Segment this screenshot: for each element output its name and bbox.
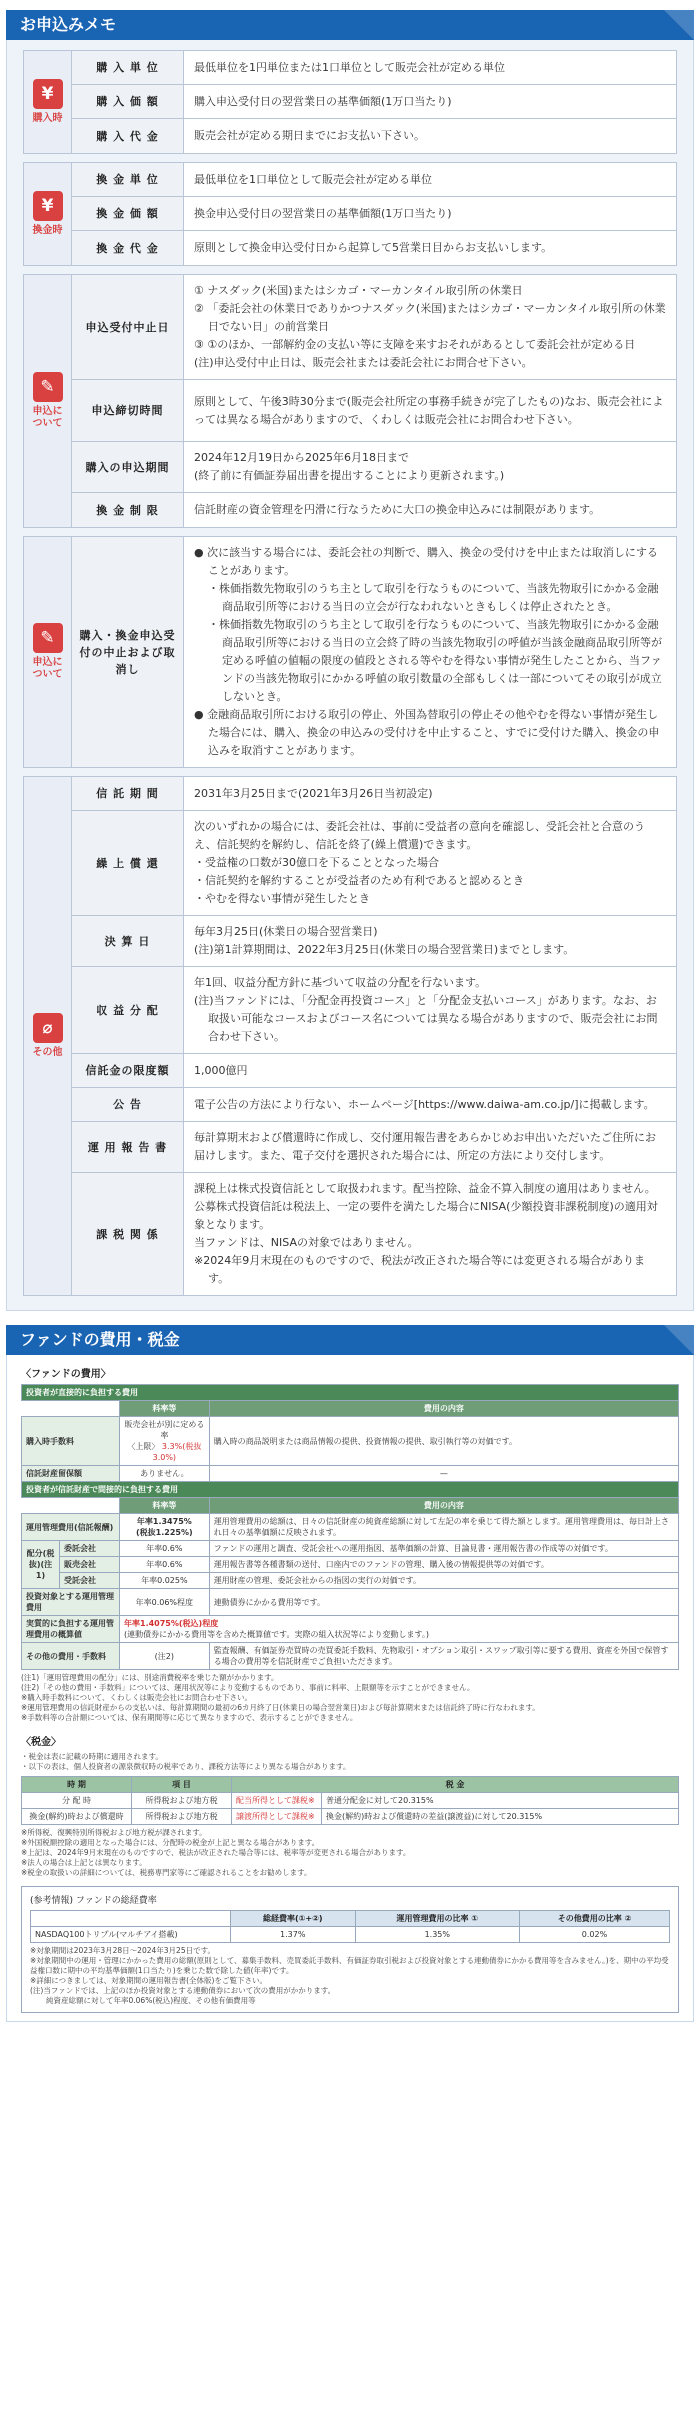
stop-date-line-3: ③ ①のほか、一部解約金の支払い等に支障を来すおそれがあるとして委託会社が定める日 — [194, 338, 636, 351]
tax-note: ※法人の場合は上記とは異なります。 — [21, 1858, 147, 1867]
col-rate-2: 料率等 — [120, 1498, 210, 1514]
real-fee-rate: 年率1.4075%(税込)程度 — [124, 1619, 219, 1628]
period-line-1: 2024年12月19日から2025年6月18日まで — [194, 451, 409, 464]
fund-cost-table — [21, 1384, 679, 1670]
purchase-icon-label: 購入時 — [32, 113, 63, 124]
row-value — [184, 967, 676, 1053]
cost-notes — [21, 1673, 679, 1723]
cost-note: ※購入時手数料について、くわしくは販売会社にお問合わせ下さい。 — [21, 1693, 252, 1702]
ref-total: 1.37% — [231, 1927, 356, 1943]
other-block — [23, 776, 677, 1296]
rate-line: 年率1.3475% — [136, 1517, 192, 1526]
row-label: 換 金 代 金 — [72, 231, 184, 265]
mgmt-fee-label: 運用管理費用(信託報酬) — [22, 1514, 120, 1541]
row-redemption-limit — [72, 493, 676, 527]
cost-note: (注2)「その他の費用・手数料」については、運用状況等により変動するものであり、事前に料率、上限額等を示すことができません。 — [21, 1683, 475, 1692]
row-value: 最低単位を1口単位として販売会社が定める単位 — [194, 172, 432, 186]
row-value: 購入申込受付日の翌営業日の基準価額(1万口当たり) — [194, 94, 452, 108]
row-application-stop-date — [72, 275, 676, 380]
reserve-rate: ありません。 — [120, 1466, 210, 1482]
purchase-icon-cell — [24, 51, 72, 153]
target-fee-label: 投資対象とする運用管理費用 — [22, 1589, 120, 1616]
other-row — [72, 1054, 676, 1088]
alloc-item-label: 受託会社 — [60, 1573, 120, 1589]
value-line: ・やむを得ない事情が発生したとき — [194, 892, 370, 905]
purchase-block — [23, 50, 677, 154]
row-application-period — [72, 442, 676, 493]
real-fee-value — [120, 1616, 679, 1643]
ref-col-other: その他費用の比率 ② — [520, 1911, 670, 1927]
value-line: 1,000億円 — [194, 1063, 248, 1077]
row-label: 換 金 価 額 — [72, 197, 184, 230]
cost-section-title: ファンドの費用・税金 — [6, 1325, 694, 1355]
purchase-rows — [72, 51, 676, 153]
row-label: 換 金 単 位 — [72, 163, 184, 196]
table-row — [22, 1541, 679, 1557]
row-value: 最低単位を1円単位または1口単位として販売会社が定める単位 — [194, 60, 505, 74]
row-suspension — [72, 537, 676, 767]
period-line-2: (終了前に有価証券届出書を提出することにより更新されます。) — [194, 469, 505, 482]
alloc-item-content: ファンドの運用と調査、受託会社への運用指図、基準価額の計算、目論見書・運用報告書の作成等の対価です。 — [209, 1541, 678, 1557]
fund-cost-heading: 〈ファンドの費用〉 — [21, 1369, 111, 1380]
ref-mgmt: 1.35% — [355, 1927, 519, 1943]
row-label: 購 入 価 額 — [72, 85, 184, 118]
other-icon-label: その他 — [32, 1047, 63, 1058]
tax-heading: 〈税金〉 — [21, 1737, 61, 1748]
reserve-content: — — [209, 1466, 678, 1482]
purchase-fee-content: 購入時の商品説明または商品情報の提供、投資情報の提供、取引執行等の対価です。 — [209, 1417, 678, 1466]
value-line: 公募株式投資信託は税法上、一定の要件を満たした場合にNISA(少額投資非課税制度)の適用対象となります。 — [194, 1200, 658, 1231]
yen-cash-icon: ¥ — [33, 191, 63, 221]
row-label: 繰 上 償 還 — [72, 811, 184, 915]
ref-note: ※対象期間は2023年3月28日～2024年3月25日です。 — [30, 1946, 215, 1955]
other-fee-rate: (注2) — [120, 1643, 210, 1670]
cost-note: (注1)「運用管理費用の配分」には、別途消費税率を乗じた額がかかります。 — [21, 1673, 279, 1682]
table-row — [22, 1466, 679, 1482]
tax-item: 所得税および地方税 — [132, 1793, 232, 1809]
alloc-item-content: 運用報告書等各種書類の送付、口座内でのファンドの管理、購入後の情報提供等の対価です。 — [209, 1557, 678, 1573]
row-value: 換金申込受付日の翌営業日の基準価額(1万口当たり) — [194, 206, 452, 220]
table-row — [22, 1793, 679, 1809]
ref-note: (注)当ファンドでは、上記のほか投資対象とする連動債券において次の費用がかかります。 — [30, 1986, 336, 1995]
suspension-rows — [72, 537, 676, 767]
table-row — [22, 1573, 679, 1589]
value-line: 毎計算期末および償還時に作成し、交付運用報告書をあらかじめお申出いただいたご住所にお届けします。また、電子交付を選択された場合には、所定の方法により交付します。 — [194, 1131, 656, 1162]
redemption-icon-cell — [24, 163, 72, 265]
application-icon-label: 申込に ついて — [32, 406, 63, 429]
tax-note: ※上記は、2024年9月末現在のものですので、税法が改正された場合等には、税率等が変更される場合があります。 — [21, 1848, 411, 1857]
value-line: (注)第1計算期間は、2022年3月25日(休業日の場合翌営業日)までとします。 — [194, 943, 575, 956]
mgmt-fee-rate — [120, 1514, 210, 1541]
ref-note: ※対象期間中の運用・管理にかかった費用の総額(原則として、募集手数料、売買委託手数料、有価証券取引税および投資対象とする連動債券にかかる費用等を含みません。)を、期中の平均受益権口数に期中の平均基準価額(1口当たり)を乗じた数で除した値(年率)です。 — [30, 1956, 669, 1975]
row-label: 運 用 報 告 書 — [72, 1122, 184, 1172]
row-value: 販売会社が定める期日までにお支払い下さい。 — [194, 129, 425, 142]
other-rows — [72, 777, 676, 1295]
paperclip-icon: ⌀ — [33, 1013, 63, 1043]
table-row — [22, 1809, 679, 1825]
tax-rate: 普通分配金に対して20.315% — [322, 1793, 679, 1809]
col-rate: 料率等 — [120, 1401, 210, 1417]
other-row — [72, 1173, 676, 1295]
pencil-icon: ✎ — [33, 372, 63, 402]
alloc-label: 配分(税抜)(注1) — [22, 1541, 60, 1589]
ref-col-total: 総経費率(①+②) — [231, 1911, 356, 1927]
tax-bullets — [21, 1752, 679, 1772]
tax-type: 配当所得として課税※ — [232, 1793, 322, 1809]
value-line: 2031年3月25日まで(2021年3月26日当初設定) — [194, 786, 433, 800]
suspension-line-3: ・株価指数先物取引のうち主として取引を行なうものについて、当該先物取引にかかる金融商品取引所等における当日の立会終了時の当該先物取引の呼値が当該金融商品取引所等が定める呼値の値幅の限度の値段とされる等やむを得ない事情が発生したことから、当ファンドの当該先物取引にかかる呼値の取引数量の全部もしくは一部についてその取引が成立しないとき。 — [208, 618, 662, 703]
suspension-block — [23, 536, 677, 768]
redemption-row — [72, 231, 676, 265]
cost-box — [6, 1355, 694, 2022]
yen-pen-icon: ¥ — [33, 79, 63, 109]
alloc-item-rate: 年率0.6% — [120, 1557, 210, 1573]
application-icon-cell — [24, 275, 72, 527]
tax-note: ※所得税、復興特別所得税および地方税が課されます。 — [21, 1828, 207, 1837]
value-line: 電子公告の方法により行ない、ホームページ[https://www.daiwa-am.co.jp/]に掲載します。 — [194, 1097, 655, 1111]
row-label: 収 益 分 配 — [72, 967, 184, 1053]
suspension-icon-label: 申込に ついて — [32, 657, 63, 680]
other-row — [72, 777, 676, 811]
blank-cell — [22, 1401, 120, 1417]
rate-line: 販売会社が別に定める率 — [124, 1420, 205, 1440]
row-label: 購入の申込期間 — [72, 442, 184, 492]
suspension-line-4: ● 金融商品取引所における取引の停止、外国為替取引の停止その他やむを得ない事情が発生した場合には、購入、換金の申込みの受付けを中止すること、すでに受付けた購入、換金の申込みを取消すことがあります。 — [194, 708, 660, 757]
col-content-2: 費用の内容 — [209, 1498, 678, 1514]
purchase-row — [72, 85, 676, 119]
suspension-line-2: ・株価指数先物取引のうち主として取引を行なうものについて、当該先物取引にかかる金融商品取引所等における当日の立会が行なわれないときもしくは停止されたとき。 — [208, 582, 659, 613]
row-label: 申込受付中止日 — [72, 275, 184, 379]
row-value — [184, 777, 676, 810]
rate-line-limit — [124, 1441, 205, 1463]
other-row — [72, 1088, 676, 1122]
indirect-heading: 投資者が信託財産で間接的に負担する費用 — [22, 1482, 679, 1498]
table-row — [22, 1417, 679, 1466]
other-fee-label: その他の費用・手数料 — [22, 1643, 120, 1670]
suspension-icon-cell — [24, 537, 72, 767]
row-label: 公 告 — [72, 1088, 184, 1121]
row-value — [184, 916, 676, 966]
other-row — [72, 916, 676, 967]
cost-note: ※運用管理費用の信託財産からの支払いは、毎計算期間の最初の6カ月終了日(休業日の場合翌営業日)および毎計算期末または信託終了時に行なわれます。 — [21, 1703, 540, 1712]
row-label: 決 算 日 — [72, 916, 184, 966]
table-row — [31, 1927, 670, 1943]
row-value — [184, 1088, 676, 1121]
row-label: 信託金の限度額 — [72, 1054, 184, 1087]
ref-box — [21, 1886, 679, 2013]
direct-heading: 投資者が直接的に負担する費用 — [22, 1385, 679, 1401]
cost-note: ※手数料等の合計額については、保有期間等に応じて異なりますので、表示することができません。 — [21, 1713, 358, 1722]
value-line: ・信託契約を解約することが受益者のため有利であると認めるとき — [194, 874, 524, 887]
stop-date-line-2: ② 「委託会社の休業日でありかつナスダック(米国)またはシカゴ・マーカンタイル取引所の休業日でない日」の前営業日 — [194, 302, 666, 333]
alloc-item-label: 委託会社 — [60, 1541, 120, 1557]
memo-section-title: お申込みメモ — [6, 10, 694, 40]
memo-box — [6, 40, 694, 1311]
tax-col-item: 項 目 — [132, 1777, 232, 1793]
ref-title: (参考情報) ファンドの総経費率 — [30, 1896, 157, 1906]
ref-table — [30, 1910, 670, 1943]
tax-notes — [21, 1828, 679, 1878]
redemption-icon-label: 換金時 — [32, 225, 63, 236]
redemption-rows — [72, 163, 676, 265]
target-fee-content: 連動債券にかかる費用等です。 — [209, 1589, 678, 1616]
other-row — [72, 811, 676, 916]
other-fee-content: 監査報酬、有価証券売買時の売買委託手数料、先物取引・オプション取引・スワップ取引等に要する費用、資産を外国で保管する場合の費用等を信託財産でご負担いただきます。 — [209, 1643, 678, 1670]
alloc-item-rate: 年率0.025% — [120, 1573, 210, 1589]
row-value — [184, 537, 676, 767]
alloc-item-content: 運用財産の管理、委託会社からの指図の実行の対価です。 — [209, 1573, 678, 1589]
col-content: 費用の内容 — [209, 1401, 678, 1417]
tax-item: 所得税および地方税 — [132, 1809, 232, 1825]
row-value — [184, 1054, 676, 1087]
tax-rate: 換金(解約)時および償還時の差益(譲渡益)に対して20.315% — [322, 1809, 679, 1825]
rate-line: (税抜1.225%) — [136, 1528, 193, 1537]
row-value — [184, 1173, 676, 1295]
row-label: 申込締切時間 — [72, 380, 184, 441]
suspension-line-1: ● 次に該当する場合には、委託会社の判断で、購入、換金の受付けを中止または取消しにすることがあります。 — [194, 546, 658, 577]
ref-fund-name: NASDAQ100トリプル(マルチアイ搭載) — [31, 1927, 231, 1943]
redemption-row — [72, 163, 676, 197]
row-value — [184, 442, 676, 492]
table-row — [22, 1589, 679, 1616]
purchase-row — [72, 51, 676, 85]
application-block — [23, 274, 677, 528]
row-value: 信託財産の資金管理を円滑に行なうために大口の換金申込みには制限があります。 — [194, 503, 601, 516]
row-value: 原則として、午後3時30分まで(販売会社所定の事務手続きが完了したもの)なお、販売会社によっては異なる場合がありますので、くわしくは販売会社にお問合わせ下さい。 — [194, 394, 664, 426]
tax-time: 分 配 時 — [22, 1793, 132, 1809]
tax-col-time: 時 期 — [22, 1777, 132, 1793]
tax-table — [21, 1776, 679, 1825]
value-line: 次のいずれかの場合には、委託会社は、事前に受益者の意向を確認し、受託会社と合意のうえ、信託契約を解約し、信託を終了(繰上償還)できます。 — [194, 820, 645, 851]
ref-note: 純資産総額に対して年率0.06%(税込)程度、その他有価費用等 — [46, 1996, 256, 2005]
table-row — [22, 1557, 679, 1573]
rate-limit-value: 3.3%(税抜3.0%) — [152, 1442, 202, 1462]
purchase-row — [72, 119, 676, 153]
value-line: 年1回、収益分配方針に基づいて収益の分配を行ないます。 — [194, 976, 487, 989]
row-label: 課 税 関 係 — [72, 1173, 184, 1295]
value-line: (注)当ファンドには、「分配金再投資コース」と「分配金支払いコース」があります。なお、お取扱い可能なコースおよびコース名については異なる場合がありますので、販売会社にお問合わせ下さい。 — [194, 994, 658, 1043]
value-line: 当ファンドは、NISAの対象ではありません。 — [194, 1236, 419, 1249]
stop-date-line-4: (注)申込受付中止日は、販売会社または委託会社にお問合せ下さい。 — [194, 356, 533, 369]
row-label: 換 金 制 限 — [72, 493, 184, 527]
row-label: 購入・換金申込受付の中止および取消し — [72, 537, 184, 767]
purchase-fee-rate — [120, 1417, 210, 1466]
table-row — [22, 1616, 679, 1643]
table-row — [22, 1514, 679, 1541]
row-label: 購 入 代 金 — [72, 119, 184, 153]
ref-other: 0.02% — [520, 1927, 670, 1943]
redemption-row — [72, 197, 676, 231]
ref-col-blank — [31, 1911, 231, 1927]
stop-date-line-1: ① ナスダック(米国)またはシカゴ・マーカンタイル取引所の休業日 — [194, 284, 523, 297]
value-line: 毎年3月25日(休業日の場合翌営業日) — [194, 925, 378, 938]
row-value: 原則として換金申込受付日から起算して5営業日目からお支払いします。 — [194, 241, 553, 254]
value-line: 課税上は株式投資信託として取扱われます。配当控除、益金不算入制度の適用はありません。 — [194, 1182, 656, 1195]
value-line: ※2024年9月末現在のものですので、税法が改正された場合等には変更される場合があります。 — [194, 1254, 645, 1285]
other-row — [72, 1122, 676, 1173]
row-label: 購 入 単 位 — [72, 51, 184, 84]
rate-limit-tag: 〈上限〉 — [127, 1442, 160, 1451]
application-rows — [72, 275, 676, 527]
real-fee-label: 実質的に負担する運用管理費用の概算値 — [22, 1616, 120, 1643]
tax-type: 譲渡所得として課税※ — [232, 1809, 322, 1825]
mgmt-fee-content: 運用管理費用の総額は、日々の信託財産の純資産総額に対して左記の率を乗じて得た額とします。運用管理費用は、毎日計上され日々の基準価額に反映されます。 — [209, 1514, 678, 1541]
row-value — [184, 811, 676, 915]
tax-bullet: ・以下の表は、個人投資者の源泉徴収時の税率であり、課税方法等により異なる場合があります。 — [21, 1762, 351, 1771]
blank-cell — [22, 1498, 120, 1514]
tax-note: ※外国税額控除の適用となった場合には、分配時の税金が上記と異なる場合があります。 — [21, 1838, 320, 1847]
row-value — [184, 275, 676, 379]
tax-time: 換金(解約)時および償還時 — [22, 1809, 132, 1825]
tax-col-tax: 税 金 — [232, 1777, 679, 1793]
ref-notes — [30, 1946, 670, 2006]
row-value — [184, 1122, 676, 1172]
redemption-block — [23, 162, 677, 266]
ref-col-mgmt: 運用管理費用の比率 ① — [355, 1911, 519, 1927]
alloc-item-label: 販売会社 — [60, 1557, 120, 1573]
value-line: ・受益権の口数が30億口を下ることとなった場合 — [194, 856, 439, 869]
target-fee-rate: 年率0.06%程度 — [120, 1589, 210, 1616]
row-deadline — [72, 380, 676, 442]
other-row — [72, 967, 676, 1054]
reserve-label: 信託財産留保額 — [22, 1466, 120, 1482]
real-fee-sub: (連動債券にかかる費用等を含めた概算値です。実際の組入状況等により変動します。) — [124, 1630, 429, 1639]
pencil-icon: ✎ — [33, 623, 63, 653]
table-row — [22, 1643, 679, 1670]
ref-note: ※詳細につきましては、対象期間の運用報告書(全体版)をご覧下さい。 — [30, 1976, 267, 1985]
row-label: 信 託 期 間 — [72, 777, 184, 810]
alloc-item-rate: 年率0.6% — [120, 1541, 210, 1557]
tax-note: ※税金の取扱いの詳細については、税務専門家等にご確認されることをお勧めします。 — [21, 1868, 312, 1877]
other-icon-cell — [24, 777, 72, 1295]
purchase-fee-label: 購入時手数料 — [22, 1417, 120, 1466]
tax-bullet: ・税金は表に記載の時期に適用されます。 — [21, 1752, 163, 1761]
